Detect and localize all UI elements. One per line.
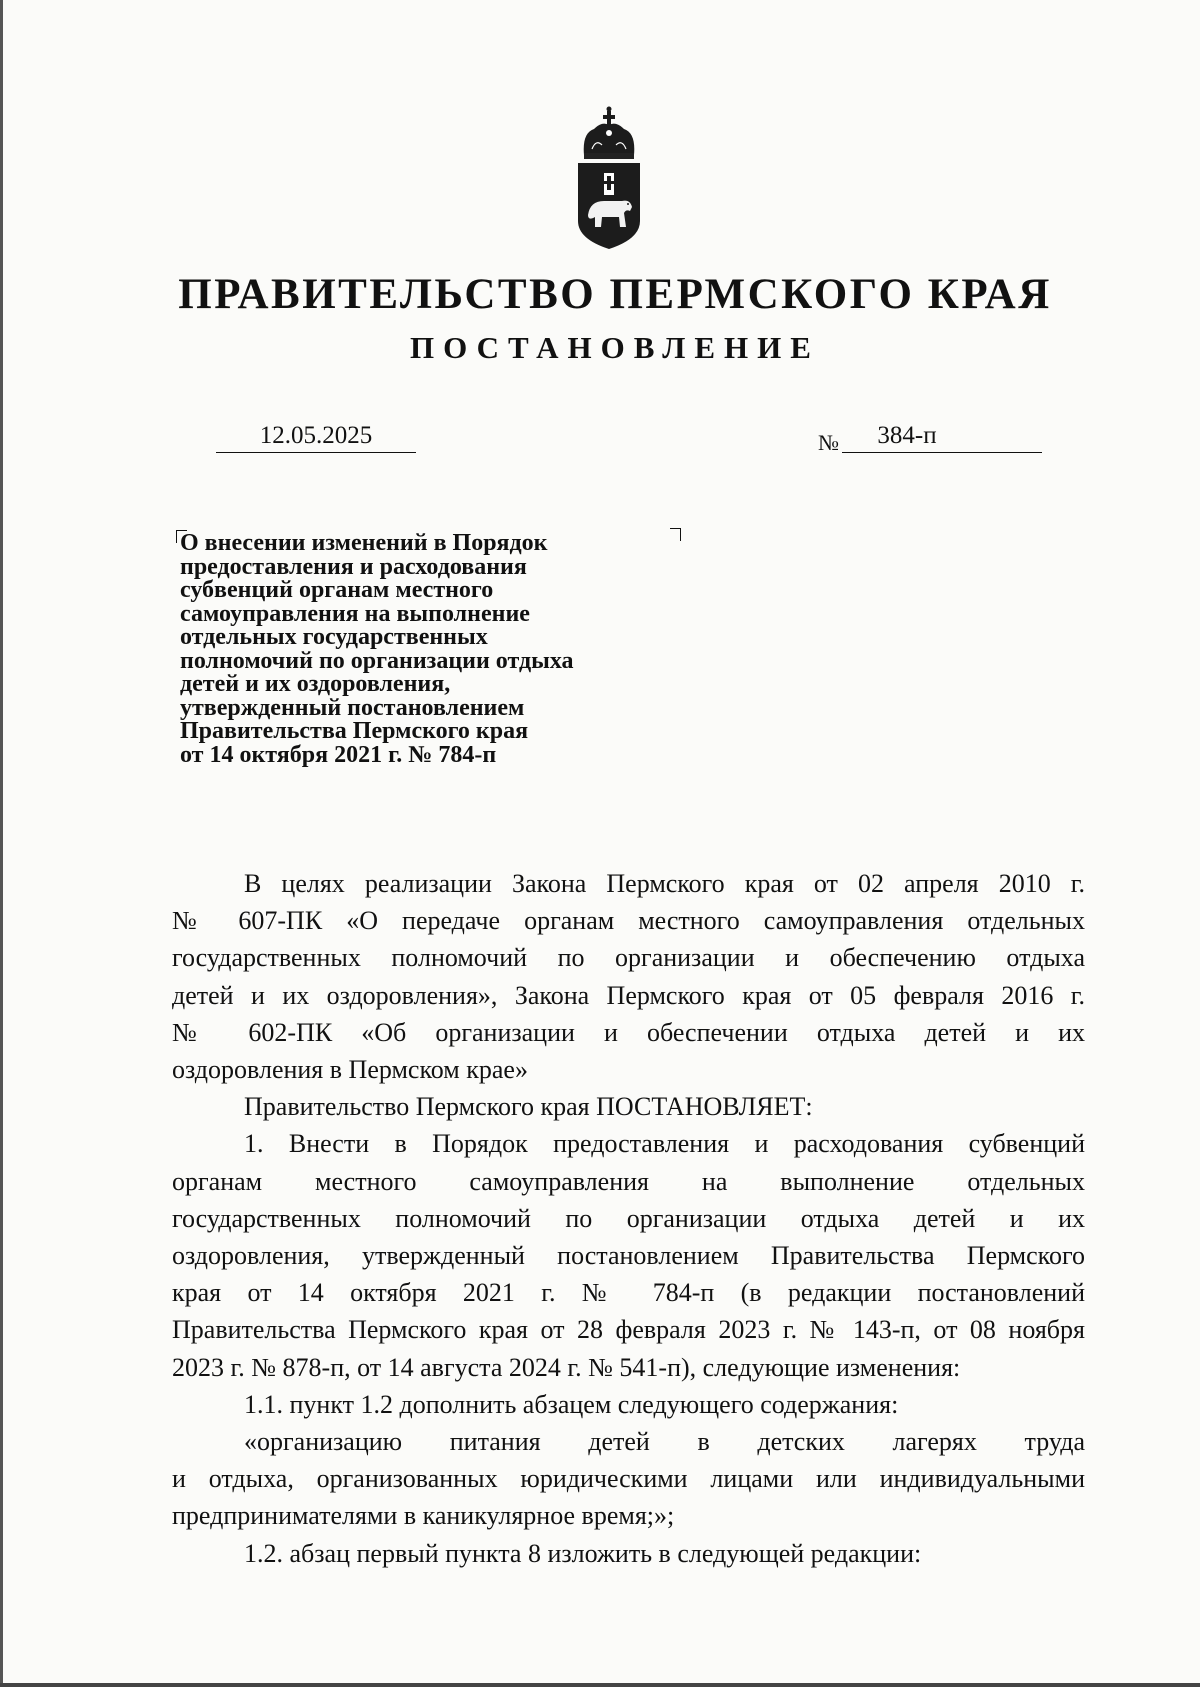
page-edge bbox=[0, 0, 3, 1687]
subject-line: от 14 октября 2021 г. № 784-п bbox=[180, 741, 497, 768]
body-line: детей и их оздоровления», Закона Пермского края от 05 февраля 2016 г. bbox=[172, 980, 1085, 1010]
body-line: государственных полномочий по организации и обеспечению отдыха bbox=[172, 943, 1085, 973]
body-line: № 602-ПК «Об организации и обеспечении отдыха детей и их bbox=[172, 1017, 1085, 1047]
document-type: ПОСТАНОВЛЕНИЕ bbox=[410, 330, 820, 365]
number-sign: № bbox=[818, 430, 839, 455]
subject-line: отдельных государственных bbox=[180, 624, 488, 650]
subject-line: детей и их оздоровления, bbox=[180, 671, 451, 697]
number-underline bbox=[842, 452, 1042, 453]
body-line: оздоровления в Пермском крае» bbox=[172, 1055, 528, 1085]
paragraph-resolves: Правительство Пермского края ПОСТАНОВЛЯЕТ: bbox=[244, 1092, 813, 1122]
paragraph-item-1-1: 1.1. пункт 1.2 дополнить абзацем следующего содержания: bbox=[244, 1389, 899, 1419]
government-title: ПРАВИТЕЛЬСТВО ПЕРМСКОГО КРАЯ bbox=[178, 271, 1052, 318]
crown-icon bbox=[584, 107, 635, 160]
paragraph-quote bbox=[172, 1423, 1085, 1535]
date-underline bbox=[216, 452, 416, 453]
body-line: государственных полномочий по организации отдыха детей и их bbox=[172, 1203, 1085, 1233]
body-line: «организацию питания детей в детских лагерях труда bbox=[244, 1427, 1085, 1457]
paragraph-item-1 bbox=[172, 1125, 1085, 1385]
subject-line: предоставления и расходования bbox=[180, 553, 527, 580]
page-edge bbox=[0, 1683, 1200, 1687]
document-body bbox=[172, 865, 1085, 1572]
subject-line: субвенций органам местного bbox=[180, 577, 494, 603]
document-subject bbox=[180, 532, 700, 767]
paragraph-item-1-2: 1.2. абзац первый пункта 8 изложить в следующей редакции: bbox=[244, 1538, 922, 1568]
body-line: края от 14 октября 2021 г. № 784-п (в редакции постановлений bbox=[172, 1278, 1085, 1308]
body-line: органам местного самоуправления на выполнение отдельных bbox=[172, 1166, 1085, 1196]
shield-icon bbox=[578, 163, 640, 249]
subject-line: Правительства Пермского края bbox=[180, 718, 529, 744]
subject-line: О внесении изменений в Порядок bbox=[180, 530, 548, 556]
coat-of-arms-emblem bbox=[564, 103, 654, 253]
body-line: 2023 г. № 878-п, от 14 августа 2024 г. № 541-п), следующие изменения: bbox=[172, 1352, 961, 1382]
subject-line: полномочий по организации отдыха bbox=[180, 647, 574, 674]
body-line: и отдыха, организованных юридическими лицами или индивидуальными bbox=[172, 1464, 1085, 1494]
paragraph-preamble bbox=[172, 865, 1085, 1088]
subject-line: утвержденный постановлением bbox=[180, 694, 525, 721]
subject-line: самоуправления на выполнение bbox=[180, 600, 530, 627]
body-line: 1. Внести в Порядок предоставления и расходования субвенций bbox=[244, 1129, 1085, 1159]
document-date: 12.05.2025 bbox=[259, 422, 373, 449]
body-line: предпринимателями в каникулярное время;»; bbox=[172, 1501, 675, 1531]
body-line: В целях реализации Закона Пермского края от 02 апреля 2010 г. bbox=[244, 869, 1085, 898]
body-line: оздоровления, утвержденный постановлением Правительства Пермского bbox=[172, 1241, 1085, 1271]
document-number: 384-п bbox=[877, 422, 937, 449]
body-line: Правительства Пермского края от 28 февраля 2023 г. № 143-п, от 08 ноября bbox=[172, 1315, 1085, 1345]
body-line: № 607-ПК «О передаче органам местного самоуправления отдельных bbox=[172, 906, 1085, 936]
